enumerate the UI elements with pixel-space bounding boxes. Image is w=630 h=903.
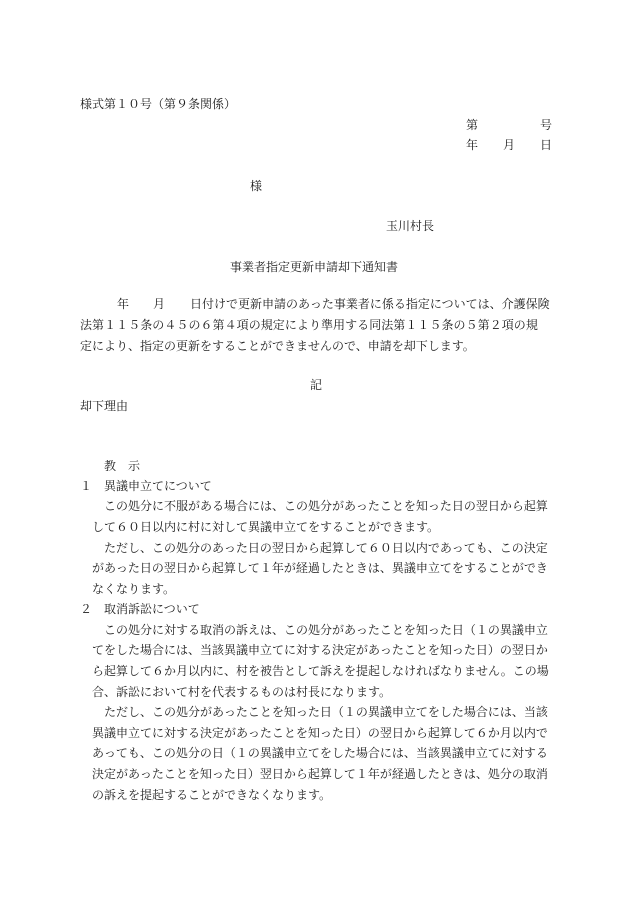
body-line-3: 定により、指定の更新をすることができませんので、申請を却下します。: [80, 339, 475, 353]
section1-p1-l2: して６０日以内に村に対して異議申立てをすることができます。: [92, 520, 440, 534]
ki-mark: 記: [310, 378, 323, 392]
rejection-reason-label: 却下理由: [80, 399, 129, 413]
body-line-1: [190, 298, 552, 310]
section1-p2-l3: なくなります。: [92, 582, 176, 596]
notice-heading: 教 示: [104, 459, 141, 473]
section2-p2-l2: 異議申立てに対する決定があったことを知った日）の翌日から起算して６か月以内で: [92, 726, 548, 740]
section2-p1-l2: てをした場合には、当該異議申立てに対する決定があったことを知った日）の翌日か: [92, 643, 548, 657]
addressee-suffix: 様: [250, 179, 263, 193]
section1-p2-l2: があった日の翌日から起算して１年が経過したときは、異議申立てをすることができ: [92, 561, 548, 575]
section1-title: １ 異議申立てについて: [80, 479, 212, 493]
body-lead-tsuki: 月: [153, 297, 166, 311]
body-line-1-text: 日付けで更新申請のあった事業者に係る指定については、介護保険: [190, 297, 550, 311]
section1-p1-l1: この処分に不服がある場合には、この処分があったことを知った日の翌日から起算: [104, 499, 548, 513]
section2-p2-l3: あっても、この処分の日（１の異議申立てをした場合には、当該異議申立てに対する: [92, 746, 548, 760]
date-tsuki: 月: [503, 138, 516, 152]
date-hi: 日: [540, 138, 553, 152]
section2-p1-l1: この処分に対する取消の訴えは、この処分があったことを知った日（１の異議申立: [104, 623, 548, 637]
sender: 玉川村長: [386, 219, 435, 233]
document-number-dai: 第: [466, 118, 479, 132]
body-lead-nen: 年: [117, 297, 130, 311]
document-number-go: 号: [540, 118, 553, 132]
section2-p2-l1: ただし、この処分があったことを知った日（１の異議申立てをした場合には、当該: [104, 705, 548, 719]
section2-p1-l3: ら起算して６か月以内に、村を被告として訴えを提起しなければなりません。この場: [92, 664, 549, 678]
form-number: 様式第１０号（第９条関係）: [80, 97, 237, 111]
section2-p1-l4: 合、訴訟において村を代表するものは村長になります。: [92, 685, 392, 699]
section2-p2-l4: 決定があったことを知った日）翌日から起算して１年が経過したときは、処分の取消: [92, 767, 548, 781]
section1-p2-l1: ただし、この処分のあった日の翌日から起算して６０日以内であっても、この決定: [104, 541, 548, 555]
section2-p2-l5: の訴えを提起することができなくなります。: [92, 788, 332, 802]
document-title: 事業者指定更新申請却下通知書: [230, 260, 399, 274]
section2-title: ２ 取消訴訟について: [80, 602, 200, 616]
body-line-2: 法第１１５条の４５の６第４項の規定により準用する同法第１１５条の５第２項の規: [80, 318, 538, 332]
date-nen: 年: [466, 138, 479, 152]
